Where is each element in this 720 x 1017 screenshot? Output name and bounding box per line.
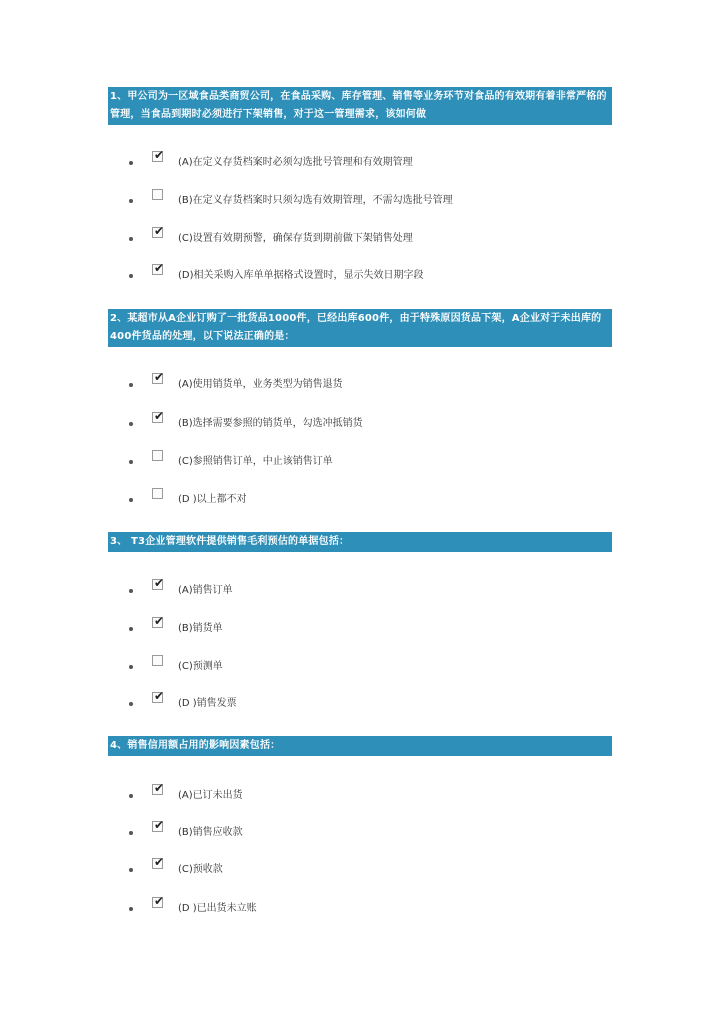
answer-option[interactable] [108,614,588,639]
answer-option[interactable] [108,855,588,880]
question-block-2 [108,309,612,505]
question-block-3 [108,532,612,709]
checkmark-icon: ✔ [154,818,165,832]
answer-option[interactable] [108,148,588,173]
checkmark-icon: ✔ [154,409,165,423]
question-title: 4、销售信用额占用的影响因素包括： [108,736,612,756]
bullet-icon [129,907,133,911]
checkbox-checked-icon[interactable] [152,576,165,590]
bullet-icon [129,627,133,631]
checkbox-checked-icon[interactable] [152,409,165,423]
checkbox-checked-icon[interactable] [152,370,165,384]
bullet-icon [129,589,133,593]
bullet-icon [129,498,133,502]
question-title: 3、 T3企业管理软件提供销售毛利预估的单据包括： [108,532,612,552]
checkbox-checked-icon[interactable] [152,224,165,238]
checkbox-checked-icon[interactable] [152,148,165,162]
option-label: (A)使用销货单，业务类型为销售退货 [178,379,343,390]
bullet-icon [129,383,133,387]
bullet-icon [129,422,133,426]
answer-option[interactable] [108,818,588,843]
bullet-icon [129,665,133,669]
question-title: 1、甲公司为一区域食品类商贸公司，在食品采购、库存管理、销售等业务环节对食品的有效期有着非常严格的管理，当食品到期时必须进行下架销售，对于这一管理需求，该如何做 [108,87,612,125]
answer-option[interactable] [108,781,588,806]
checkmark-icon: ✔ [154,689,165,703]
bullet-icon [129,460,133,464]
option-label: (D )以上都不对 [178,494,247,505]
answer-option[interactable] [108,657,588,677]
answer-option[interactable] [108,576,588,601]
option-label: (C)设置有效期预警，确保存货到期前做下架销售处理 [178,233,413,244]
bullet-icon [129,199,133,203]
answer-option[interactable] [108,370,588,395]
option-label: (B)选择需要参照的销货单，勾选冲抵销货 [178,418,363,429]
option-label: (D)相关采购入库单单据格式设置时，显示失效日期字段 [178,270,424,281]
checkbox-checked-icon[interactable] [152,894,165,908]
answer-option[interactable] [108,894,588,919]
bullet-icon [129,161,133,165]
option-label: (C)预收款 [178,864,223,875]
option-label: (D )销售发票 [178,698,237,709]
option-label: (C)预测单 [178,661,223,672]
option-label: (B)在定义存货档案时只须勾选有效期管理，不需勾选批号管理 [178,195,453,206]
answer-option[interactable] [108,490,588,510]
checkbox-empty-icon[interactable] [152,488,163,499]
checkbox-empty-icon[interactable] [152,189,163,200]
checkbox-checked-icon[interactable] [152,818,165,832]
question-block-1 [108,87,612,281]
option-label: (D )已出货未立账 [178,903,257,914]
checkbox-checked-icon[interactable] [152,689,165,703]
checkmark-icon: ✔ [154,576,165,590]
checkmark-icon: ✔ [154,614,165,628]
option-label: (A)销售订单 [178,585,233,596]
bullet-icon [129,274,133,278]
answer-option[interactable] [108,409,588,434]
answer-option[interactable] [108,452,588,472]
option-label: (B)销售应收款 [178,827,243,838]
option-label: (A)在定义存货档案时必须勾选批号管理和有效期管理 [178,157,413,168]
bullet-icon [129,868,133,872]
checkbox-empty-icon[interactable] [152,655,163,666]
checkmark-icon: ✔ [154,370,165,384]
answer-option[interactable] [108,191,588,211]
checkbox-empty-icon[interactable] [152,450,163,461]
answer-option[interactable] [108,689,588,714]
answer-option[interactable] [108,261,588,286]
checkmark-icon: ✔ [154,855,165,869]
bullet-icon [129,831,133,835]
bullet-icon [129,794,133,798]
option-label: (A)已订未出货 [178,790,243,801]
checkmark-icon: ✔ [154,261,165,275]
checkbox-checked-icon[interactable] [152,614,165,628]
bullet-icon [129,237,133,241]
question-title: 2、某超市从A企业订购了一批货品1000件，已经出库600件，由于特殊原因货品下架，A企业对于未出库的400件货品的处理，以下说法正确的是： [108,309,612,347]
bullet-icon [129,702,133,706]
checkbox-checked-icon[interactable] [152,261,165,275]
checkbox-checked-icon[interactable] [152,781,165,795]
checkmark-icon: ✔ [154,894,165,908]
checkmark-icon: ✔ [154,148,165,162]
answer-option[interactable] [108,224,588,249]
question-block-4 [108,736,612,914]
checkmark-icon: ✔ [154,781,165,795]
option-label: (C)参照销售订单，中止该销售订单 [178,456,333,467]
option-label: (B)销货单 [178,623,223,634]
checkmark-icon: ✔ [154,224,165,238]
checkbox-checked-icon[interactable] [152,855,165,869]
